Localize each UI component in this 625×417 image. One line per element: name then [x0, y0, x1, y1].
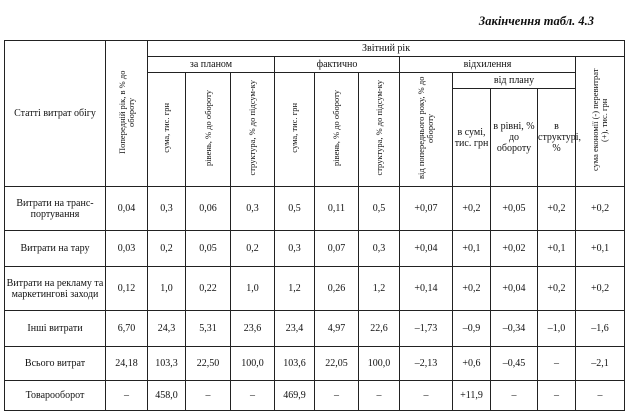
cell: 5,31: [186, 311, 231, 347]
header-dev-prev: від попереднього року, % до обороту: [400, 73, 453, 187]
row-label: Інші витрати: [5, 311, 106, 347]
cell: 100,0: [231, 347, 275, 381]
cell: +0,02: [491, 231, 538, 267]
row-label: Витрати на тару: [5, 231, 106, 267]
table-row: [5, 267, 625, 311]
cell: +0,2: [453, 187, 491, 231]
cell: 24,18: [106, 347, 148, 381]
cell: 1,2: [275, 267, 315, 311]
cell: –: [106, 381, 148, 411]
cell: –: [538, 347, 576, 381]
cell: –: [315, 381, 359, 411]
header-economy: сума економії (-) перевитрат (+), тис. грн: [576, 57, 625, 187]
cell: 6,70: [106, 311, 148, 347]
cell: 103,6: [275, 347, 315, 381]
cell: +0,2: [538, 187, 576, 231]
cell: –: [576, 381, 625, 411]
cell: –0,9: [453, 311, 491, 347]
cell: 0,2: [231, 231, 275, 267]
header-report-year: Звітний рік: [148, 41, 625, 57]
cell: +0,2: [576, 267, 625, 311]
cell: –: [359, 381, 400, 411]
row-label: Всього витрат: [5, 347, 106, 381]
header-from-plan: від плану: [453, 73, 576, 89]
cell: –1,73: [400, 311, 453, 347]
cell: 0,26: [315, 267, 359, 311]
header-prev-year: Попередній рік, в % до обороту: [106, 41, 148, 187]
row-label: Витрати на транс-портування: [5, 187, 106, 231]
cell: –2,13: [400, 347, 453, 381]
cell: 0,06: [186, 187, 231, 231]
table-row: [5, 187, 625, 231]
cell: –: [491, 381, 538, 411]
cell: –0,45: [491, 347, 538, 381]
cell: 22,6: [359, 311, 400, 347]
cell: +11,9: [453, 381, 491, 411]
cell: +0,6: [453, 347, 491, 381]
table-row: [5, 347, 625, 381]
cell: +0,07: [400, 187, 453, 231]
header-item-col: Статті витрат обігу: [5, 41, 106, 187]
cell: 100,0: [359, 347, 400, 381]
cell: 0,2: [148, 231, 186, 267]
header-plan-level: рівень, % до обороту: [186, 73, 231, 187]
row-label: Витрати на рекламу та маркетингові заходи: [5, 267, 106, 311]
cell: 1,2: [359, 267, 400, 311]
cell: 0,22: [186, 267, 231, 311]
cell: 103,3: [148, 347, 186, 381]
cell: 24,3: [148, 311, 186, 347]
cell: –: [186, 381, 231, 411]
header-dev-sum: в сумі, тис. грн: [453, 89, 491, 187]
cell: 0,3: [231, 187, 275, 231]
row-label: Товарооборот: [5, 381, 106, 411]
cell: +0,1: [453, 231, 491, 267]
cell: 23,6: [231, 311, 275, 347]
cell: 469,9: [275, 381, 315, 411]
cell: 0,11: [315, 187, 359, 231]
header-actual-level: рівень, % до обороту: [315, 73, 359, 187]
cell: 0,12: [106, 267, 148, 311]
cell: 0,5: [359, 187, 400, 231]
cell: 4,97: [315, 311, 359, 347]
table-caption: Закінчення табл. 4.3: [478, 14, 594, 28]
cell: –: [231, 381, 275, 411]
cell: +0,04: [400, 231, 453, 267]
cell: 0,03: [106, 231, 148, 267]
cell: 0,3: [275, 231, 315, 267]
cell: 0,3: [148, 187, 186, 231]
header-plan-sum: сума, тис. грн: [148, 73, 186, 187]
cell: –1,6: [576, 311, 625, 347]
cell: 0,05: [186, 231, 231, 267]
cell: +0,14: [400, 267, 453, 311]
cell: 0,3: [359, 231, 400, 267]
cell: –0,34: [491, 311, 538, 347]
cost-table: [4, 40, 625, 411]
cell: +0,2: [538, 267, 576, 311]
cell: +0,2: [453, 267, 491, 311]
header-plan-structure: структура, % до підсум-ку: [231, 73, 275, 187]
cell: 0,04: [106, 187, 148, 231]
cell: +0,1: [538, 231, 576, 267]
cell: +0,1: [576, 231, 625, 267]
cell: +0,04: [491, 267, 538, 311]
cell: +0,2: [576, 187, 625, 231]
cell: 1,0: [148, 267, 186, 311]
cell: 23,4: [275, 311, 315, 347]
cell: –: [400, 381, 453, 411]
cell: –1,0: [538, 311, 576, 347]
table-row: [5, 231, 625, 267]
cell: –: [538, 381, 576, 411]
table-row: [5, 311, 625, 347]
cell: +0,05: [491, 187, 538, 231]
header-actual: фактично: [275, 57, 400, 73]
cell: 458,0: [148, 381, 186, 411]
cell: 1,0: [231, 267, 275, 311]
header-actual-structure: структура, % до підсум-ку: [359, 73, 400, 187]
header-deviation: відхилення: [400, 57, 576, 73]
header-plan: за планом: [148, 57, 275, 73]
header-dev-struct: в структурі, %: [538, 89, 576, 187]
cell: 22,50: [186, 347, 231, 381]
cell: –2,1: [576, 347, 625, 381]
table-row: [5, 381, 625, 411]
header-dev-level: в рівні, % до обороту: [491, 89, 538, 187]
cell: 0,5: [275, 187, 315, 231]
cell: 0,07: [315, 231, 359, 267]
cell: 22,05: [315, 347, 359, 381]
header-actual-sum: сума, тис. грн: [275, 73, 315, 187]
